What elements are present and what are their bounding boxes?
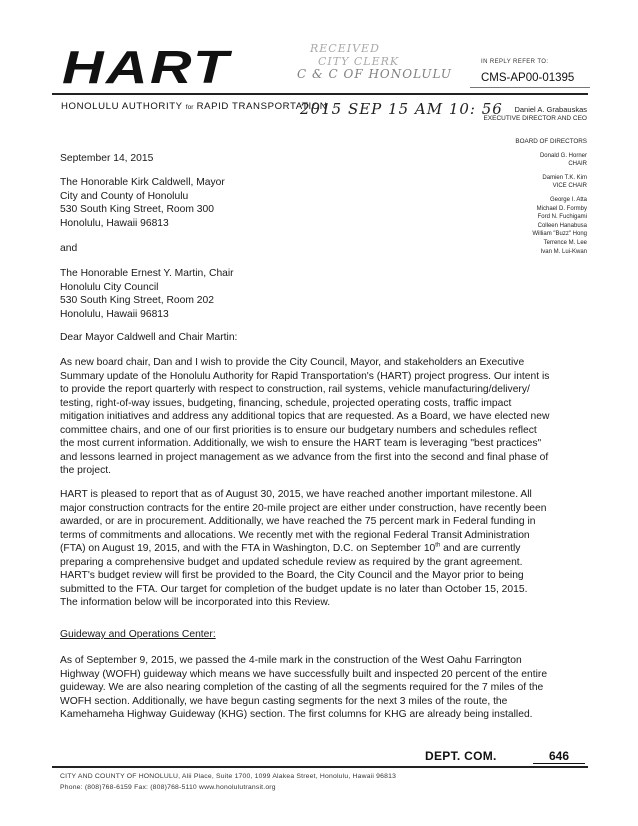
addressee-council (60, 267, 234, 321)
address-line: The Honorable Ernest Y. Martin, Chair (60, 268, 234, 279)
text-line: major construction contracts for the entire 20-mile project are either under construction, have recently been (60, 502, 547, 514)
footer-address: CITY AND COUNTY OF HONOLULU, Alii Place, Suite 1700, 1099 Alakea Street, Honolulu, Hawaii 96813 (60, 773, 397, 780)
text-line: preparing a comprehensive budget and updated schedule review as required by the grant agreement. (60, 556, 523, 568)
board-of-directors (447, 138, 587, 256)
city-clerk-stamp: CITY CLERK (318, 55, 400, 68)
text-line (60, 542, 588, 556)
address-line: Honolulu, Hawaii 96813 (60, 217, 169, 229)
ordinal-suffix: th (435, 542, 441, 549)
text-line: awarded, or are in procurement. Additionally, we have reached the 75 percent mark in Federal funding in (60, 516, 536, 527)
executive-title: EXECUTIVE DIRECTOR AND CEO (483, 115, 587, 122)
board-member: Ivan M. Lui-Kwan (540, 248, 587, 255)
org-suffix: RAPID TRANSPORTATION (193, 101, 328, 112)
hart-logo: HART (62, 41, 231, 93)
text-line: HART's budget review will first be provided to the Board, the City Council and the Mayor prior to being (60, 570, 524, 581)
paragraph-guideway (60, 654, 588, 722)
refer-underline (470, 87, 590, 88)
dept-com-number: 646 (533, 749, 585, 764)
board-member: George I. Atta (549, 196, 587, 203)
text-line: submitted to the FTA. Our target for completion of the budget update is no later than October 15, 2015. (60, 583, 528, 595)
text-line: and lessons learned in project management as we advance from the first into the second and final phase of (60, 451, 549, 463)
salutation: Dear Mayor Caldwell and Chair Martin: (60, 332, 238, 343)
board-member: Terrence M. Lee (543, 239, 587, 246)
board-member: Ford N. Fuchigami (537, 214, 587, 221)
refer-label: IN REPLY REFER TO: (481, 59, 549, 65)
header-rule (52, 93, 588, 95)
board-member: Colleen Hanabusa (537, 222, 587, 229)
board-heading: BOARD OF DIRECTORS (515, 138, 587, 145)
address-line: 530 South King Street, Room 300 (60, 204, 214, 215)
text-line: guideway. We are also nearing completion of the casting of all the segments required for the 7 miles of the (60, 682, 544, 693)
text-line: WOFH section. Additionally, we have begun casting segments for the next 3 miles of the route, the (60, 695, 508, 707)
text-line: terms of commitments and allocations. We recently met with the regional Federal Transit Administration (60, 529, 530, 541)
board-member: William "Buzz" Hong (532, 231, 587, 238)
text-line: mitigation initiatives and address any additional topics that are requested. As a Board, we have elected new (60, 411, 550, 422)
board-member: Michael D. Formby (536, 205, 587, 212)
text-line: The information below will be incorporated into this Review. (60, 597, 331, 608)
text-segment: and are currently (440, 543, 521, 554)
and-connector: and (60, 243, 78, 254)
section-heading: Guideway and Operations Center: (60, 629, 216, 640)
chair-title: CHAIR (568, 161, 587, 168)
letter-date: September 14, 2015 (60, 153, 154, 164)
text-line: the project. (60, 465, 111, 476)
footer-contact: Phone: (808)768-6159 Fax: (808)768-5110 www.honolulutransit.org (60, 784, 276, 791)
vice-chair-title: VICE CHAIR (552, 183, 587, 190)
vice-chair-name: Damien T.K. Kim (542, 174, 587, 181)
address-line: Honolulu City Council (60, 281, 159, 293)
text-line: to provide the report quarterly with respect to construction, rail systems, vehicle manufacturing/delivery/ (60, 384, 530, 395)
text-line: committee chairs, and one of our first priorities is to ensure our budgetary numbers and schedules reflect (60, 424, 537, 436)
text-line: Highway (WOFH) guideway which means we have successfully built and inspected 20 percent of the entire (60, 668, 548, 680)
text-line: As of September 9, 2015, we passed the 4-mile mark in the construction of the West Oahu Farrington (60, 655, 522, 666)
address-line: The Honorable Kirk Caldwell, Mayor (60, 177, 225, 188)
received-stamp: RECEIVED (310, 42, 380, 55)
text-line: HART is pleased to report that as of August 30, 2015, we have reached another important milestone. All (60, 489, 532, 500)
organization-name (61, 101, 327, 112)
chair-name: Donald G. Horner (539, 152, 587, 159)
text-line: testing, right-of-way issues, budgeting, financing, schedule, projected operating costs, traffic impact (60, 397, 512, 409)
text-segment: (FTA) on August 19, 2015, and with the FTA in Washington, D.C. on September 10 (60, 543, 436, 554)
text-line: As new board chair, Dan and I wish to provide the City Council, Mayor, and stakeholders an Executive (60, 357, 525, 368)
address-line: Honolulu, Hawaii 96813 (60, 308, 169, 320)
text-line: Summary update of the Honolulu Authority for Rapid Transportation's (HART) project progress. Our intent is (60, 370, 550, 382)
dept-com-label: DEPT. COM. (425, 749, 497, 763)
address-line: 530 South King Street, Room 202 (60, 295, 214, 306)
office-stamp: C & C OF HONOLULU (297, 67, 452, 81)
addressee-mayor (60, 176, 225, 230)
paragraph-milestone (60, 488, 588, 610)
text-line: the most current information. Additionally, we wish to ensure the HART team is leveraging "best practices" (60, 438, 542, 449)
org-prefix: HONOLULU AUTHORITY (61, 101, 186, 112)
text-line: Kamehameha Highway Guideway (KHG) section. The first columns for KHG are already being installed. (60, 709, 533, 720)
org-for: for (185, 104, 194, 111)
address-line: City and County of Honolulu (60, 190, 189, 202)
date-stamp: 2015 SEP 15 AM 10: 56 (300, 100, 503, 118)
executive-name: Daniel A. Grabauskas (514, 105, 587, 114)
footer-rule (52, 766, 588, 768)
refer-code: CMS-AP00-01395 (481, 72, 575, 84)
paragraph-intro (60, 356, 588, 478)
